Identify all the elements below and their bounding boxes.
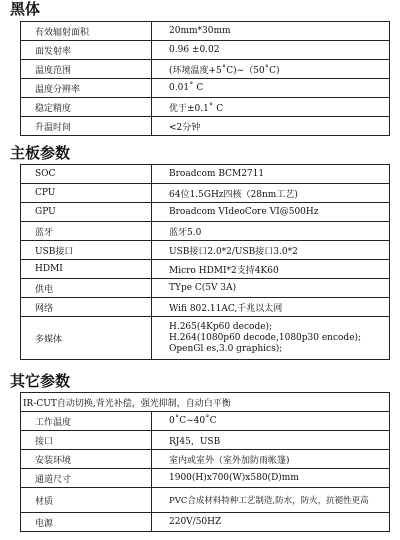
row-value: 0.96 ±0.02 <box>152 41 390 60</box>
row-key: HDMI <box>21 260 152 279</box>
row-value: 64位1.5GHz四核（28nm工艺) <box>152 184 390 203</box>
row-value-multimedia <box>152 317 390 360</box>
row-value: 0˚C~40˚C <box>152 412 390 431</box>
other-params-table <box>20 392 390 532</box>
table-row <box>21 98 390 117</box>
row-value: Micro HDMI*2支持4K60 <box>152 260 390 279</box>
row-value: 0.01˚ C <box>152 79 390 98</box>
row-key: 稳定精度 <box>21 98 152 117</box>
table-row <box>21 412 390 431</box>
multimedia-line: H.265(4Kp60 decode); <box>169 321 273 332</box>
table-row <box>21 117 390 136</box>
row-key: 升温时间 <box>21 117 152 136</box>
multimedia-line: OpenGl es,3.0 graphics); <box>169 343 283 354</box>
row-key: 蓝牙 <box>21 222 152 241</box>
table-row <box>21 431 390 450</box>
row-value: PVC合成材料特种工艺制造,防水，防火，抗褪性更高 <box>152 488 390 513</box>
row-key: 通道尺寸 <box>21 469 152 488</box>
section-title-other: 其它参数 <box>10 372 71 390</box>
table-row <box>21 469 390 488</box>
table-row <box>21 22 390 41</box>
table-row <box>21 165 390 184</box>
row-value: <2分钟 <box>152 117 390 136</box>
row-value: 220V/50HZ <box>152 513 390 532</box>
row-key: 网络 <box>21 298 152 317</box>
row-key: 温度分辨率 <box>21 79 152 98</box>
row-value: 蓝牙5.0 <box>152 222 390 241</box>
table-row <box>21 79 390 98</box>
row-key: 面发射率 <box>21 41 152 60</box>
row-value: 优于±0.1˚ C <box>152 98 390 117</box>
table-row <box>21 450 390 469</box>
row-key: 工作温度 <box>21 412 152 431</box>
table-row <box>21 41 390 60</box>
row-value: Broadcom BCM2711 <box>152 165 390 184</box>
row-key: 安装环境 <box>21 450 152 469</box>
row-value: TYpe C(5V 3A) <box>152 279 390 298</box>
row-key: 供电 <box>21 279 152 298</box>
row-value: USB接口2.0*2/USB接口3.0*2 <box>152 241 390 260</box>
table-row <box>21 203 390 222</box>
row-value: 20mm*30mm <box>152 22 390 41</box>
mainboard-table <box>20 164 390 360</box>
table-row <box>21 184 390 203</box>
table-row <box>21 393 390 412</box>
row-key: 多媒体 <box>21 317 152 360</box>
row-key: CPU <box>21 184 152 203</box>
row-key: 材质 <box>21 488 152 513</box>
row-key: 温度范围 <box>21 60 152 79</box>
row-value: (环境温度+5˚C)~（50˚C) <box>152 60 390 79</box>
table-row <box>21 222 390 241</box>
row-value: RJ45，USB <box>152 431 390 450</box>
row-key: USB接口 <box>21 241 152 260</box>
multimedia-line: H.264(1080p60 decode,1080p30 encode); <box>169 332 362 343</box>
row-key: GPU <box>21 203 152 222</box>
row-key: 接口 <box>21 431 152 450</box>
table-row <box>21 60 390 79</box>
row-key: SOC <box>21 165 152 184</box>
table-row <box>21 298 390 317</box>
row-value: 室内或室外（室外加防雨帐篷) <box>152 450 390 469</box>
table-row <box>21 279 390 298</box>
features-row: IR-CUT自动切换,背光补偿，强光抑制，自动白平衡 <box>21 393 390 412</box>
section-title-blackbody: 黑体 <box>10 0 41 18</box>
row-value: Wifi 802.11AC,千兆以太网 <box>152 298 390 317</box>
table-row <box>21 241 390 260</box>
row-value: Broadcom VIdeoCore VI@500Hz <box>152 203 390 222</box>
table-row <box>21 317 390 360</box>
section-title-mainboard: 主板参数 <box>10 144 71 162</box>
row-key: 有效辐射面积 <box>21 22 152 41</box>
table-row <box>21 260 390 279</box>
table-row <box>21 488 390 513</box>
row-value: 1900(H)x700(W)x580(D)mm <box>152 469 390 488</box>
blackbody-table <box>20 21 390 136</box>
table-row <box>21 513 390 532</box>
row-key: 电源 <box>21 513 152 532</box>
